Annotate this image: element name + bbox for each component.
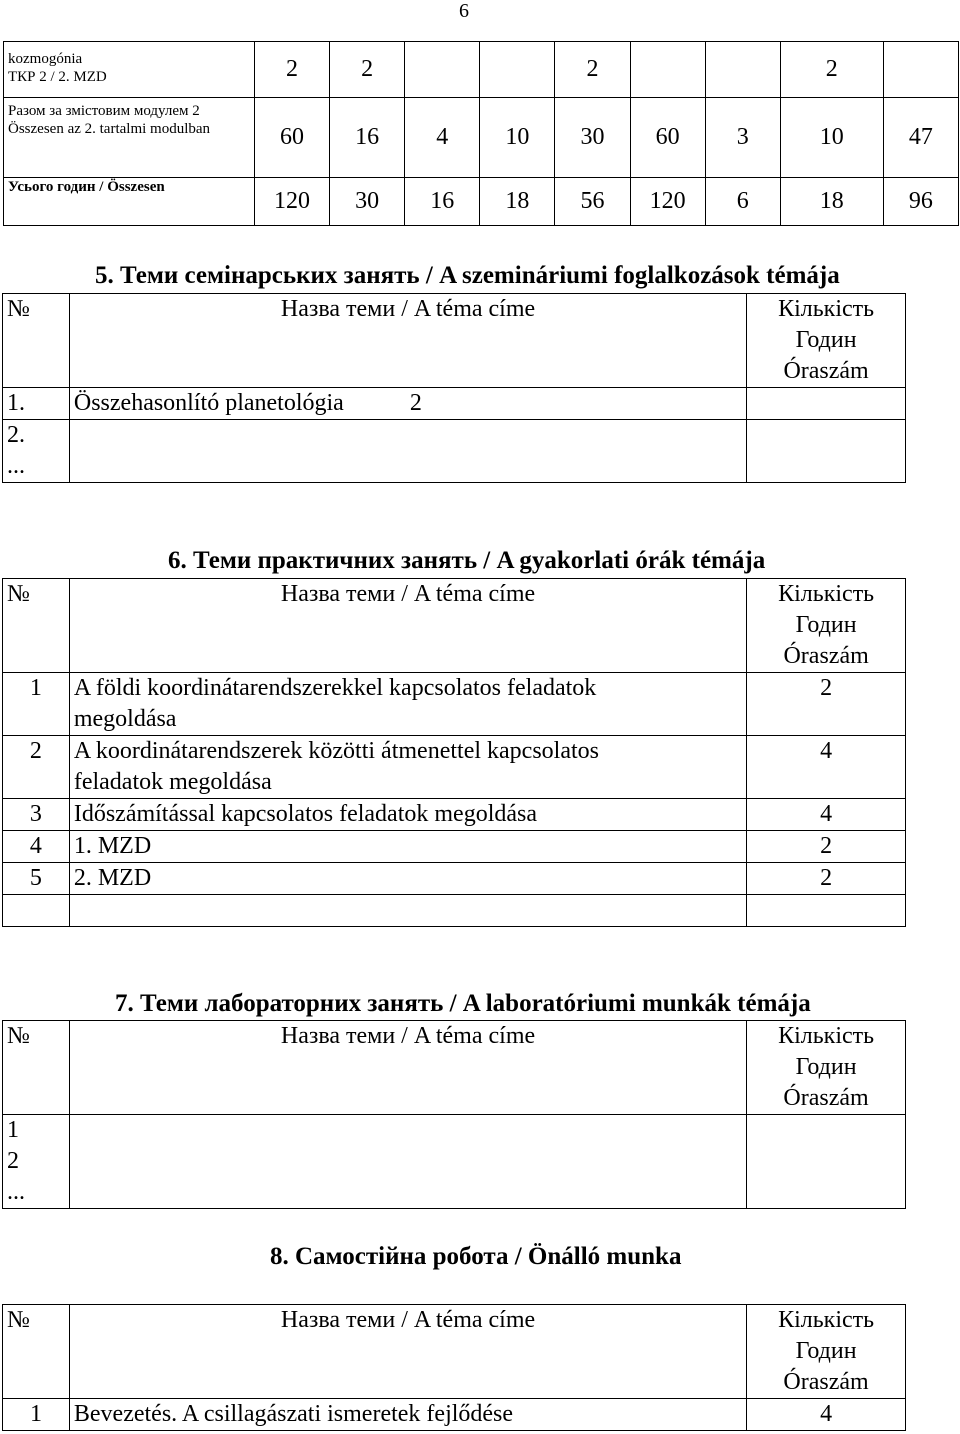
row-name [69, 420, 746, 483]
summary-row-label: Усього годин / Összesen [4, 178, 255, 226]
summary-cell [480, 42, 555, 98]
summary-cell: 30 [555, 98, 630, 178]
row-name: Bevezetés. A csillagászati ismeretek fejlődése [69, 1399, 746, 1431]
header-num: № [3, 1305, 70, 1399]
header-num: № [3, 1021, 70, 1115]
row-num: 1 [3, 673, 70, 736]
header-hours-line3: Óraszám [783, 358, 869, 384]
summary-cell: 3 [705, 98, 780, 178]
header-hours-line3: Óraszám [783, 643, 869, 669]
row-num [3, 420, 70, 483]
header-name: Назва теми / A téma címe [69, 1305, 746, 1399]
summary-cell: 60 [630, 98, 705, 178]
row-name [69, 1115, 746, 1209]
summary-cell: 56 [555, 178, 630, 226]
header-name: Назва теми / A téma címe [69, 579, 746, 673]
row-num: 1 [3, 1399, 70, 1431]
row-num-text: 2. [7, 422, 25, 448]
summary-cell: 16 [405, 178, 480, 226]
independent-title: 8. Самостійна робота / Önálló munka [270, 1243, 682, 1270]
header-hours-line1: Кількість [778, 1307, 875, 1333]
lab-table [2, 1020, 906, 1209]
row-name [69, 388, 746, 420]
row-num: 1. [3, 388, 70, 420]
summary-cell: 120 [254, 178, 329, 226]
summary-cell [705, 42, 780, 98]
row-num: 3 [3, 799, 70, 831]
row-num [3, 1115, 70, 1209]
summary-cell: 18 [780, 178, 883, 226]
row-num-text: ... [7, 453, 25, 479]
header-hours [747, 579, 906, 673]
summary-cell [405, 42, 480, 98]
summary-cell: 10 [780, 98, 883, 178]
row-hours-cell [747, 388, 906, 420]
row-name: A földi koordinátarendszerekkel kapcsolatos feladatok megoldása [69, 673, 746, 736]
header-name: Назва теми / A téma címe [69, 1021, 746, 1115]
seminar-title: 5. Теми семінарських занять / A szemináriumi foglalkozások témája [95, 262, 840, 289]
row-name: Időszámítással kapcsolatos feladatok megoldása [69, 799, 746, 831]
header-hours [747, 294, 906, 388]
summary-cell: 18 [480, 178, 555, 226]
summary-row-label: kozmogónia ТКР 2 / 2. MZD [4, 42, 255, 98]
summary-cell: 4 [405, 98, 480, 178]
header-hours-line2: Годин [795, 327, 857, 353]
row-hours: 4 [747, 1399, 906, 1431]
header-hours-line2: Годин [795, 612, 857, 638]
summary-cell [630, 42, 705, 98]
practical-table [2, 578, 906, 927]
summary-cell [883, 42, 958, 98]
header-hours [747, 1305, 906, 1399]
row-hours: 4 [747, 736, 906, 799]
summary-row-label: Разом за змістовим модулем 2 Összesen az 2. tartalmi modulban [4, 98, 255, 178]
row-hours: 2 [409, 390, 422, 416]
row-num [3, 895, 70, 927]
summary-cell: 47 [883, 98, 958, 178]
row-hours: 4 [747, 799, 906, 831]
row-hours [747, 895, 906, 927]
row-name [69, 895, 746, 927]
row-num: 4 [3, 831, 70, 863]
summary-cell: 60 [254, 98, 329, 178]
row-name: 1. MZD [69, 831, 746, 863]
summary-cell: 2 [555, 42, 630, 98]
summary-table [3, 41, 959, 226]
header-num: № [3, 294, 70, 388]
header-hours-line3: Óraszám [783, 1085, 869, 1111]
row-num-text: 1 [7, 1117, 19, 1143]
lab-title: 7. Теми лабораторних занять / A laboratóriumi munkák témája [115, 990, 811, 1017]
summary-cell: 6 [705, 178, 780, 226]
row-name: A koordinátarendszerek közötti átmenettel kapcsolatos feladatok megoldása [69, 736, 746, 799]
summary-cell: 2 [254, 42, 329, 98]
header-hours-line1: Кількість [778, 296, 875, 322]
seminar-table [2, 293, 906, 483]
row-num-text: 2 [7, 1148, 19, 1174]
header-name: Назва теми / A téma címe [69, 294, 746, 388]
row-num: 2 [3, 736, 70, 799]
summary-cell: 2 [330, 42, 405, 98]
row-hours-cell [747, 420, 906, 483]
header-hours-line1: Кількість [778, 1023, 875, 1049]
summary-cell: 16 [330, 98, 405, 178]
row-name-text: Összehasonlító planetológia [73, 390, 344, 416]
practical-title: 6. Теми практичних занять / A gyakorlati órák témája [168, 547, 766, 574]
header-hours-line3: Óraszám [783, 1369, 869, 1395]
header-num: № [3, 579, 70, 673]
row-hours: 2 [747, 831, 906, 863]
header-hours-line1: Кількість [778, 581, 875, 607]
summary-cell: 10 [480, 98, 555, 178]
row-hours: 2 [747, 863, 906, 895]
header-hours-line2: Годин [795, 1338, 857, 1364]
header-hours-line2: Годин [795, 1054, 857, 1080]
summary-cell: 120 [630, 178, 705, 226]
row-hours: 2 [747, 673, 906, 736]
row-num: 5 [3, 863, 70, 895]
header-hours [747, 1021, 906, 1115]
page-number: 6 [459, 0, 469, 22]
independent-table [2, 1304, 906, 1431]
row-num-text: ... [7, 1179, 25, 1205]
summary-cell: 30 [330, 178, 405, 226]
summary-cell: 96 [883, 178, 958, 226]
row-name: 2. MZD [69, 863, 746, 895]
summary-cell: 2 [780, 42, 883, 98]
row-hours [747, 1115, 906, 1209]
